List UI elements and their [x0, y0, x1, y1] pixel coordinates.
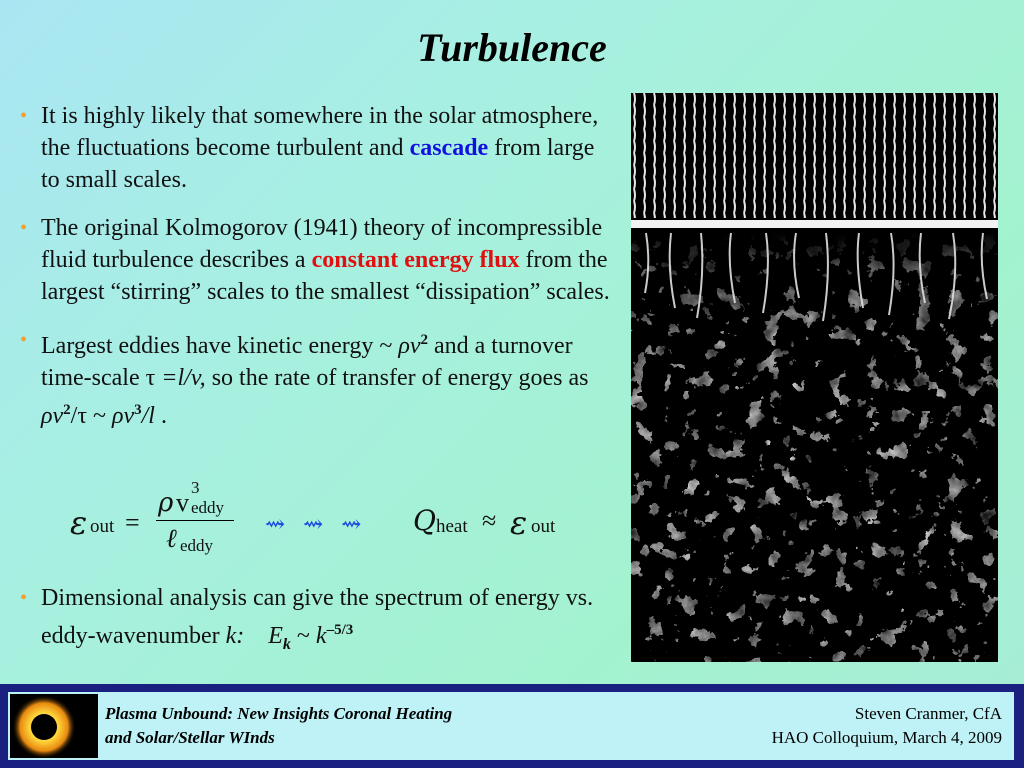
bullet-text: from the largest “stirring” scales to the smallest “dissipation” scales.: [41, 247, 610, 305]
slash-tau: /τ: [70, 403, 87, 429]
bullet-text: The original Kolmogorov (1941) theory of incompressible fluid turbulence describes a: [41, 215, 603, 273]
bullet-text: Largest eddies have kinetic energy ~: [41, 333, 399, 359]
slide-title: Turbulence: [417, 25, 607, 70]
sun-corona-icon: [10, 694, 98, 758]
cascade-arrows-icon: ⇝ ⇝ ⇝: [265, 512, 368, 538]
superscript: 2: [63, 402, 71, 418]
energy-equation: [70, 478, 590, 562]
talk-title: [105, 702, 452, 750]
heat-subscript: heat: [436, 516, 468, 537]
tilde: ~: [290, 623, 316, 649]
epsilon-symbol: ε: [70, 504, 88, 542]
talk-title-line2: and Solar/Stellar WInds: [105, 728, 275, 747]
slash-l: /l: [141, 403, 155, 429]
eddy-subscript: eddy: [191, 498, 225, 517]
cascade-highlight: cascade: [409, 135, 489, 161]
bullet-list: [20, 100, 610, 448]
rho-v: ρv: [41, 403, 64, 429]
eddy-subscript: eddy: [180, 536, 214, 555]
rho-v: ρv: [398, 333, 421, 359]
bullet-text: .: [154, 403, 167, 429]
solar-eclipse-logo: [10, 694, 98, 758]
bullet-dot-icon: •: [20, 329, 28, 351]
rho-symbol: ρ: [158, 488, 174, 518]
equals-sign: =: [125, 508, 140, 537]
superscript: 2: [420, 332, 428, 348]
k-variable: k: [315, 623, 327, 649]
superscript: 3: [134, 402, 142, 418]
speaker-name: Steven Cranmer, CfA: [854, 704, 1002, 723]
bullet-text: Dimensional analysis can give the spectrum of energy vs. eddy-wavenumber: [41, 585, 594, 649]
tilde: ~: [86, 403, 112, 429]
v-symbol: v: [176, 488, 189, 517]
talk-title-line1: Plasma Unbound: New Insights Coronal Heating: [105, 704, 453, 723]
k-variable: k:: [225, 623, 245, 649]
bullet-list-bottom: [20, 582, 610, 677]
bullet-eddies: [20, 324, 610, 432]
turbulence-photo: [631, 93, 998, 662]
e-k-variable: E: [268, 623, 283, 649]
energy-flux-highlight: constant energy flux: [311, 247, 520, 273]
bullet-text: and a turnover time-scale: [41, 333, 573, 391]
out-subscript: out: [90, 516, 115, 537]
spectrum-exponent: –5/3: [326, 622, 354, 638]
bullet-text: from large to small scales.: [41, 135, 595, 193]
bullet-dot-icon: •: [20, 105, 28, 127]
q-symbol: Q: [413, 504, 436, 537]
epsilon-symbol: ε: [510, 504, 528, 542]
ell-symbol: ℓ: [166, 524, 177, 554]
speaker-info: [772, 702, 1002, 750]
bullet-spectrum: [20, 582, 610, 661]
bullet-dot-icon: •: [20, 217, 28, 239]
turbulence-image-icon: [631, 93, 998, 662]
cube-superscript: 3: [191, 478, 200, 497]
tau-definition: =l/v,: [155, 365, 206, 391]
footer-panel: [6, 690, 1016, 762]
bullet-kolmogorov: [20, 212, 610, 308]
rho-v: ρv: [111, 403, 135, 429]
bullet-dot-icon: •: [20, 587, 28, 609]
approx-sign: ≈: [482, 506, 497, 535]
tau-symbol: τ: [145, 365, 156, 391]
footer-bar: [0, 684, 1024, 768]
bullet-cascade: [20, 100, 610, 196]
bullet-text: It is highly likely that somewhere in the solar atmosphere, the fluctuations become turbulent and: [41, 103, 599, 161]
out-subscript: out: [531, 516, 556, 537]
k-subscript: k: [282, 635, 291, 653]
fraction-bar: [156, 520, 234, 521]
bullet-text: so the rate of transfer of energy goes as: [205, 365, 589, 391]
event-date: HAO Colloquium, March 4, 2009: [771, 728, 1002, 747]
